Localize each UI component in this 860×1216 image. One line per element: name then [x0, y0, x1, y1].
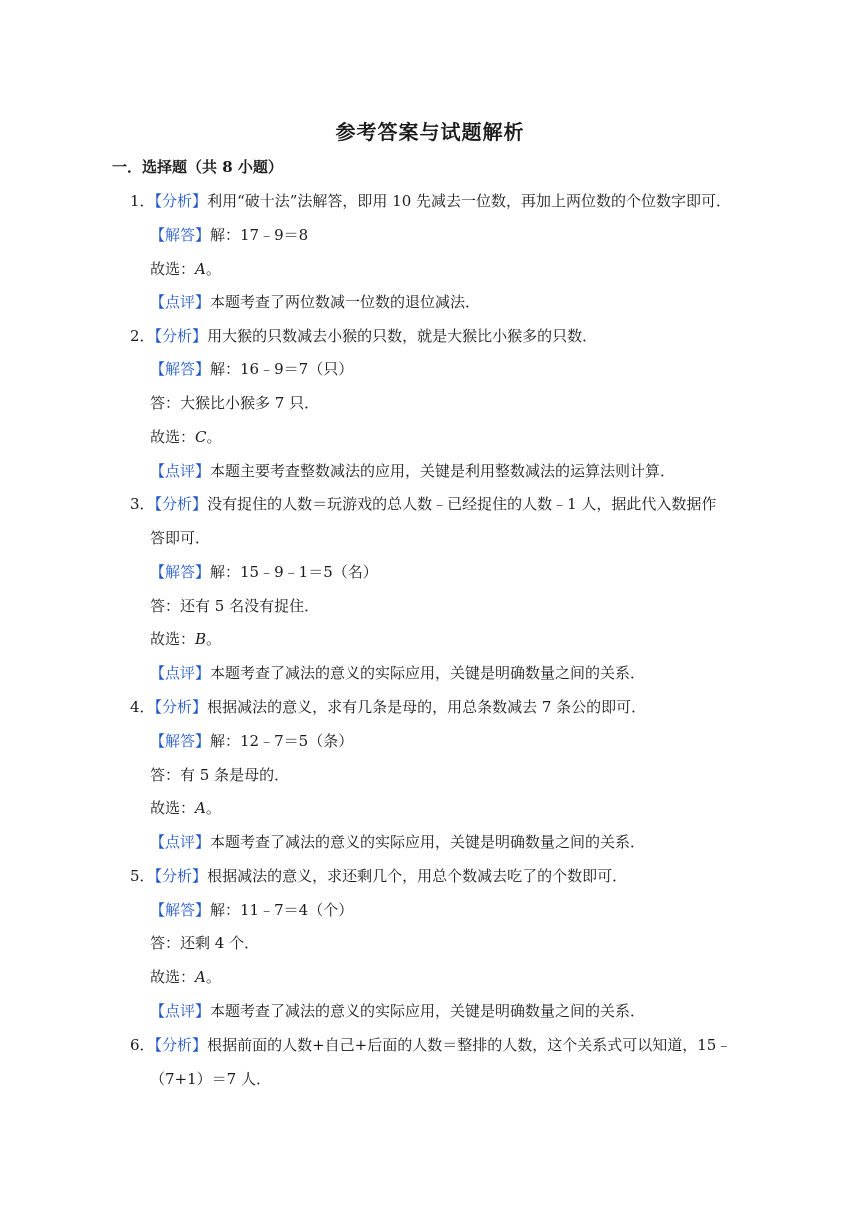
item-3-analysis [130, 493, 716, 515]
choice-suffix: 。 [205, 260, 221, 278]
choice-letter: A [195, 260, 206, 278]
choice-letter: A [195, 968, 206, 986]
analysis-tag: 【分析】 [154, 867, 208, 885]
choice-prefix: 故选： [150, 630, 196, 648]
choice-letter: B [195, 630, 207, 648]
item-number: 4． [130, 698, 155, 716]
answer-text: 解：16﹣9＝7（只） [210, 360, 354, 378]
choice-prefix: 故选： [150, 428, 196, 446]
choice-prefix: 故选： [150, 799, 196, 817]
item-4-choice [150, 797, 221, 819]
item-4-comment [150, 831, 645, 853]
item-5-choice [150, 966, 221, 988]
item-3-comment [150, 662, 645, 684]
item-6-analysis-cont: （7+1）＝7 人． [150, 1070, 271, 1088]
analysis-tag: 【分析】 [154, 1036, 208, 1054]
item-5-reply: 答：还剩 4 个． [150, 934, 260, 952]
answer-tag: 【解答】 [150, 901, 211, 919]
item-1-comment [150, 291, 480, 313]
item-2-choice [150, 426, 222, 448]
item-3-choice [150, 628, 221, 650]
item-1-analysis [130, 190, 731, 212]
answer-tag: 【解答】 [150, 226, 211, 244]
answer-tag: 【解答】 [150, 360, 211, 378]
item-2-comment [150, 460, 675, 482]
page-title: 参考答案与试题解析 [335, 120, 525, 144]
analysis-text: 用大猴的只数减去小猴的只数，就是大猴比小猴多的只数． [207, 327, 598, 345]
item-number: 3． [130, 495, 155, 513]
answer-text: 解：17﹣9＝8 [210, 226, 309, 244]
item-2-analysis [130, 325, 597, 347]
item-5-comment [150, 1000, 645, 1022]
item-number: 5． [130, 867, 155, 885]
section-heading: 一．选择题（共 8 小题） [112, 158, 283, 176]
answer-tag: 【解答】 [150, 732, 211, 750]
analysis-text: 根据前面的人数+自己+后面的人数＝整排的人数，这个关系式可以知道，15﹣ [207, 1036, 732, 1054]
item-number: 2． [130, 327, 155, 345]
item-number: 6． [130, 1036, 155, 1054]
choice-suffix: 。 [205, 968, 221, 986]
choice-suffix: 。 [206, 630, 222, 648]
comment-tag: 【点评】 [150, 462, 211, 480]
comment-tag: 【点评】 [150, 833, 211, 851]
choice-prefix: 故选： [150, 260, 196, 278]
choice-suffix: 。 [206, 428, 222, 446]
item-3-reply: 答：还有 5 名没有捉住． [150, 597, 320, 615]
item-2-answer [150, 358, 353, 380]
comment-text: 本题主要考查整数减法的应用，关键是利用整数减法的运算法则计算． [210, 462, 676, 480]
item-4-analysis [130, 696, 646, 718]
answer-text: 解：15﹣9﹣1＝5（名） [210, 563, 378, 581]
comment-text: 本题考查了减法的意义的实际应用，关键是明确数量之间的关系． [210, 1002, 646, 1020]
comment-tag: 【点评】 [150, 293, 211, 311]
item-3-answer [150, 561, 378, 583]
item-1-answer [150, 224, 308, 246]
choice-letter: C [195, 428, 207, 446]
analysis-text: 没有捉住的人数＝玩游戏的总人数﹣已经捉住的人数﹣1 人，据此代入数据作 [207, 495, 717, 513]
comment-tag: 【点评】 [150, 1002, 211, 1020]
choice-prefix: 故选： [150, 968, 196, 986]
item-5-answer [150, 899, 353, 921]
item-4-answer [150, 730, 353, 752]
choice-suffix: 。 [205, 799, 221, 817]
item-5-analysis [130, 865, 627, 887]
analysis-text: 利用“破十法”法解答，即用 10 先减去一位数，再加上两位数的个位数字即可． [207, 192, 732, 210]
comment-text: 本题考查了减法的意义的实际应用，关键是明确数量之间的关系． [210, 833, 646, 851]
answer-text: 解：12﹣7＝5（条） [210, 732, 354, 750]
item-number: 1． [130, 192, 155, 210]
comment-text: 本题考查了减法的意义的实际应用，关键是明确数量之间的关系． [210, 664, 646, 682]
choice-letter: A [195, 799, 206, 817]
analysis-tag: 【分析】 [154, 327, 208, 345]
item-2-reply: 答：大猴比小猴多 7 只． [150, 394, 320, 412]
analysis-text: 根据减法的意义，求有几条是母的，用总条数减去 7 条公的即可． [207, 698, 647, 716]
answer-text: 解：11﹣7＝4（个） [210, 901, 354, 919]
comment-tag: 【点评】 [150, 664, 211, 682]
comment-text: 本题考查了两位数减一位数的退位减法． [210, 293, 481, 311]
analysis-text: 根据减法的意义，求还剩几个，用总个数减去吃了的个数即可． [207, 867, 628, 885]
item-4-reply: 答：有 5 条是母的． [150, 766, 290, 784]
item-1-choice [150, 258, 221, 280]
analysis-tag: 【分析】 [154, 495, 208, 513]
answer-tag: 【解答】 [150, 563, 211, 581]
analysis-tag: 【分析】 [154, 192, 208, 210]
item-6-analysis [130, 1034, 731, 1056]
item-3-analysis-cont: 答即可． [150, 529, 211, 547]
analysis-tag: 【分析】 [154, 698, 208, 716]
